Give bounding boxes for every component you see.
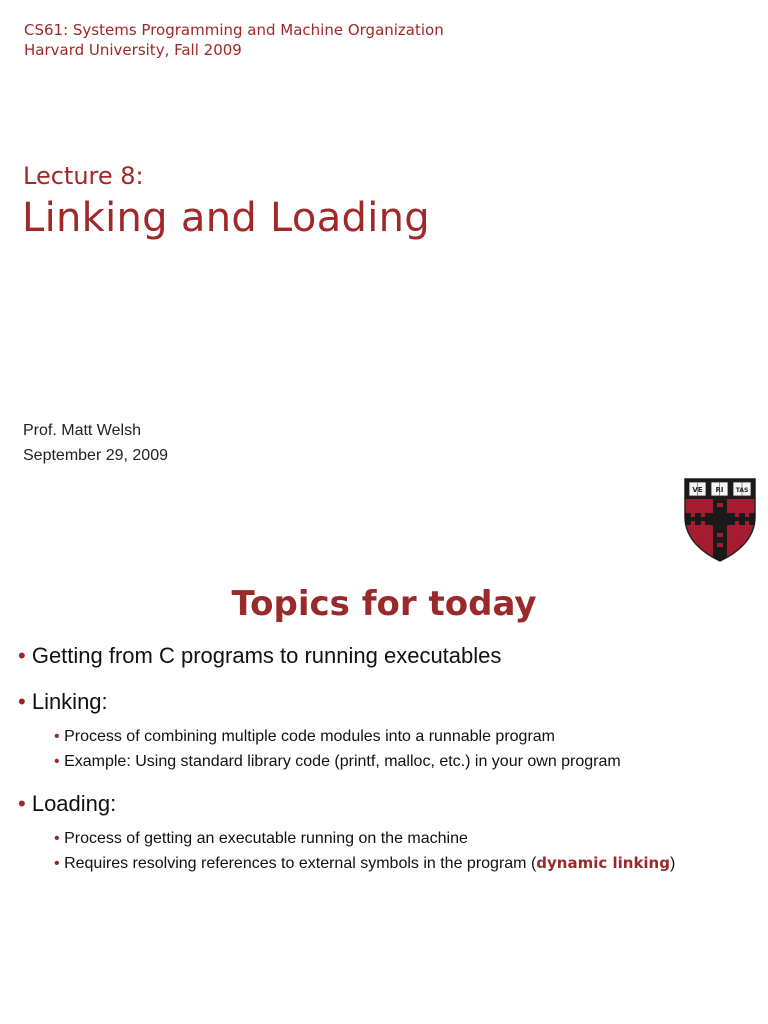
lecture-number: Lecture 8:	[23, 162, 144, 190]
subtopic-item: • Process of getting an executable running on the machine	[54, 830, 468, 847]
topics-title: Topics for today	[231, 584, 537, 624]
course-header	[24, 20, 444, 60]
topics-bullet-list	[18, 640, 758, 890]
subtopic-item-text: Process of combining multiple code modules into a runnable program	[64, 728, 555, 745]
author-block	[23, 418, 168, 468]
harvard-shield-icon	[683, 477, 757, 563]
subtopic-list	[18, 724, 758, 774]
topic-item: • Linking:	[18, 689, 108, 714]
dynamic-linking-term: dynamic linking	[536, 854, 670, 872]
subtopic-item: • Process of combining multiple code modules into a runnable program	[54, 728, 555, 745]
motto-ve: VE	[692, 486, 703, 494]
university-line: Harvard University, Fall 2009	[24, 41, 242, 59]
course-line: CS61: Systems Programming and Machine Organization	[24, 21, 444, 39]
topic-item-text: Getting from C programs to running executables	[31, 643, 502, 668]
motto-tas: TAS	[735, 487, 749, 494]
lecture-date: September 29, 2009	[23, 447, 168, 464]
topic-item-text: Loading:	[31, 791, 117, 816]
subtopic-text-before: Requires resolving references to external symbols in the program (	[64, 855, 537, 872]
subtopic-item-text: Example: Using standard library code (printf, malloc, etc.) in your own program	[64, 753, 621, 770]
subtopic-item-text: Process of getting an executable running on the machine	[64, 830, 468, 847]
subtopic-text-after: )	[669, 855, 676, 872]
subtopic-list	[18, 826, 758, 876]
topic-item-text: Linking:	[31, 689, 108, 714]
topic-item: • Loading:	[18, 791, 117, 816]
topic-item: • Getting from C programs to running executables	[18, 643, 502, 668]
subtopic-item: • Requires resolving references to external symbols in the program (dynamic linking)	[54, 854, 676, 872]
author-name: Prof. Matt Welsh	[23, 422, 141, 439]
lecture-title: Linking and Loading	[22, 195, 430, 241]
subtopic-item: • Example: Using standard library code (printf, malloc, etc.) in your own program	[54, 753, 621, 770]
motto-ri: RI	[715, 486, 724, 494]
